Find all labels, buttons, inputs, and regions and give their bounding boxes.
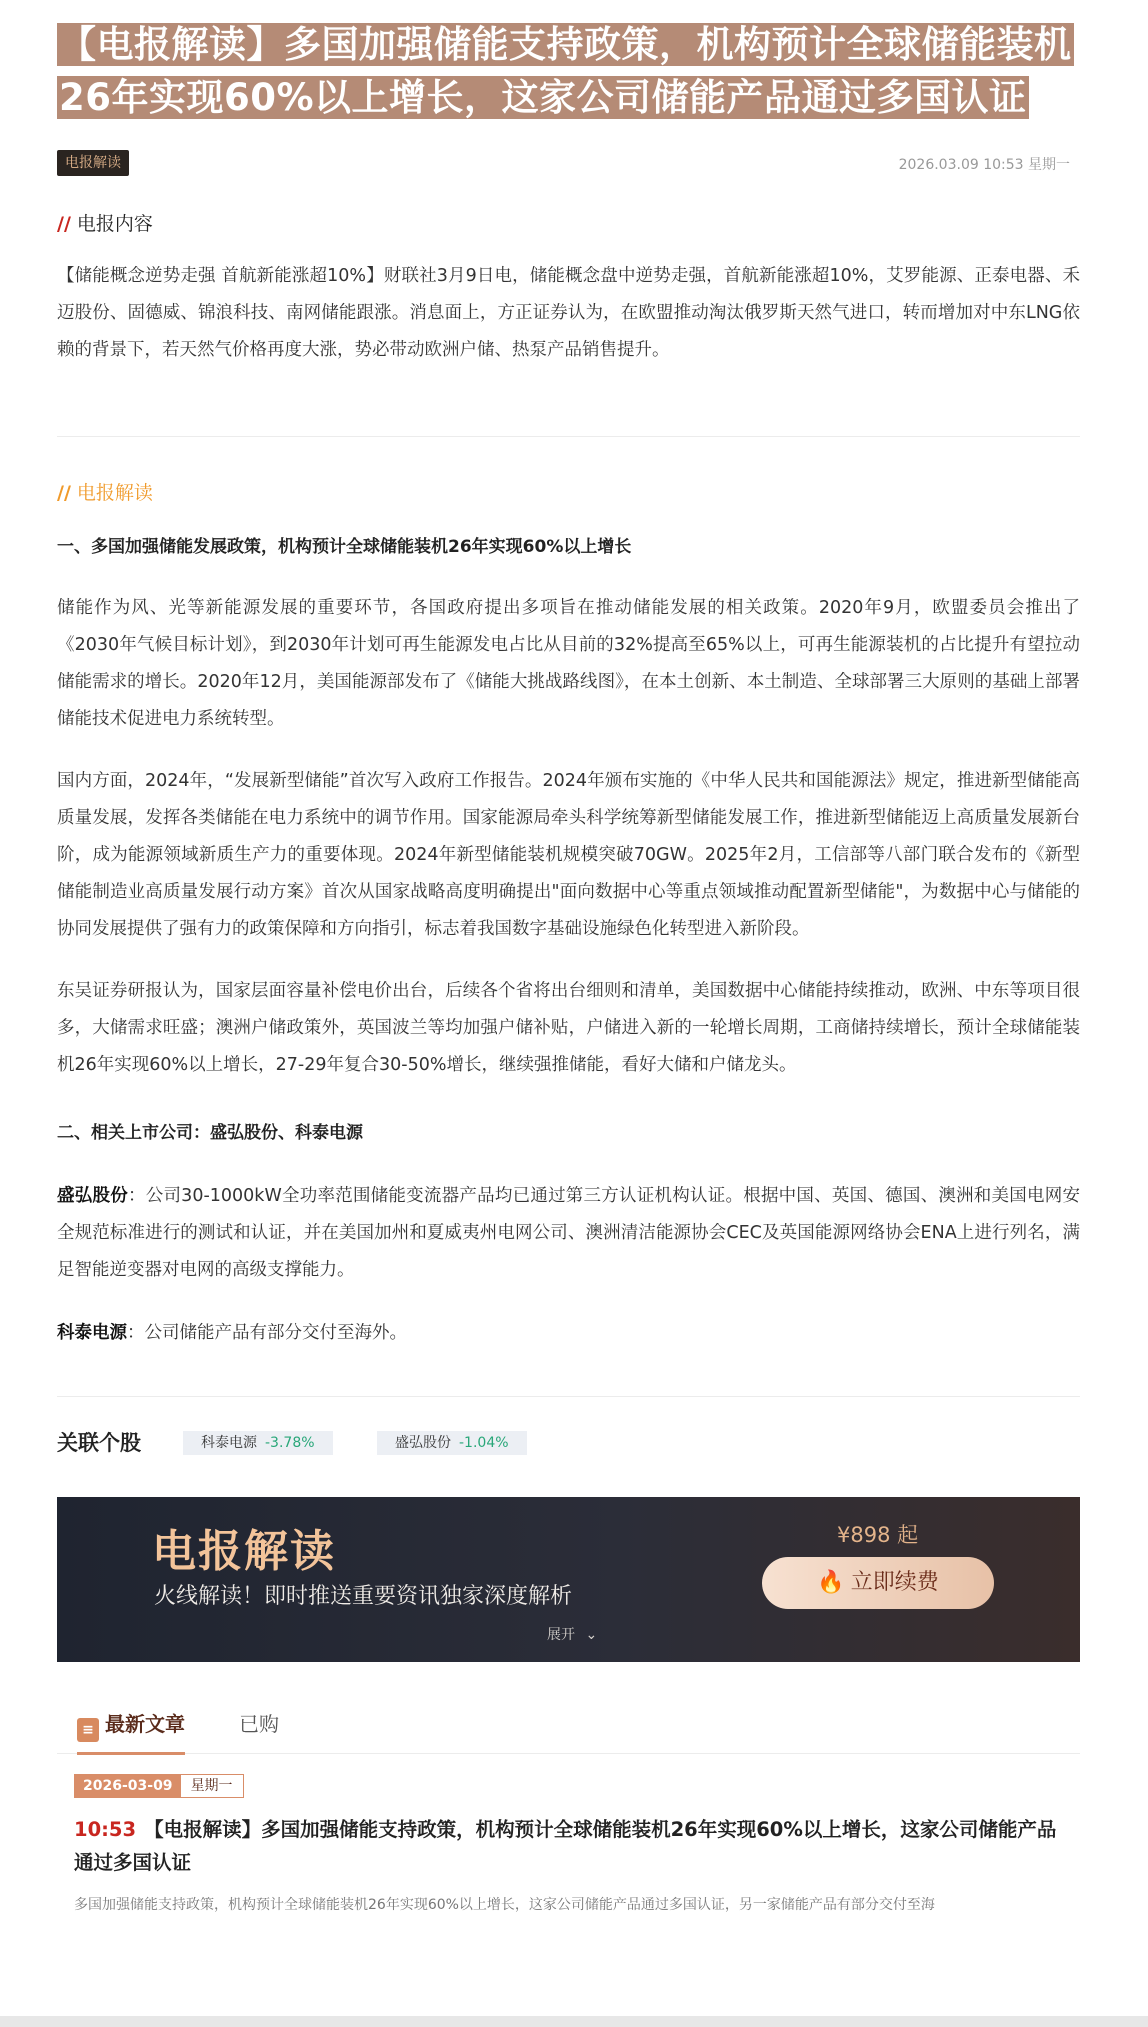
paragraph-policy-domestic: 国内方面，2024年，“发展新型储能”首次写入政府工作报告。2024年颁布实施的《中华人民共和国能源法》规定，推进新型储能高质量发展，发挥各类储能在电力系统中的调节作用。国家能源局牵头科学统筹新型储能发展工作，推进新型储能迈上高质量发展新台阶，成为能源领域新质生产力的重要体现。2024年新型储能装机规模突破70GW。2025年2月，工信部等八部门联合发布的《新型储能制造业高质量发展行动方案》首次从国家战略高度明确提出"面向数据中心等重点领域推动配置新型储能"，为数据中心与储能的协同发展提供了强有力的政策保障和方向指引，标志着我国数字基础设施绿色化转型进入新阶段。 (57, 771, 1080, 939)
stock-chip-shenghong[interactable]: 盛弘股份 -1.04% (377, 1431, 527, 1455)
reading-section-heading: // 电报解读 (57, 482, 153, 504)
article-container (57, 18, 1081, 1913)
date-badge-weekday: 星期一 (190, 1778, 233, 1794)
article-tabs (57, 1684, 1080, 1754)
subheading-companies: 二、相关上市公司：盛弘股份、科泰电源 (57, 1123, 363, 1143)
section-slash-icon: // (57, 213, 71, 235)
company-paragraph-shenghong: 盛弘股份：公司30-1000kW全功率范围储能变流器产品均已通过第三方认证机构认证。根据中国、英国、德国、澳洲和美国电网安全规范标准进行的测试和认证，并在美国加州和夏威夷州电网公司、澳洲清洁能源协会CEC及英国能源网络协会ENA上进行列名，满足智能逆变器对电网的高级支撑能力。 (57, 1186, 1081, 1280)
article-title: 【电报解读】多国加强储能支持政策，机构预计全球储能装机26年实现60%以上增长，这家公司储能产品通过多国认证 (59, 23, 1072, 119)
tab-latest-articles[interactable]: ≡ 最新文章 (77, 1708, 185, 1742)
paragraph-broker-view: 东吴证券研报认为，国家层面容量补偿电价出台，后续各个省将出台细则和清单，美国数据中心储能持续推动，欧洲、中东等项目很多，大储需求旺盛；澳洲户储政策外，英国波兰等均加强户储补贴，户储进入新的一轮增长周期，工商储持续增长，预计全球储能装机26年实现60%以上增长，27-29年复合30-50%增长，继续强推储能，看好大储和户储龙头。 (57, 981, 1080, 1075)
document-icon: ≡ (77, 1718, 99, 1742)
active-tab-underline (77, 1752, 185, 1755)
latest-article-time: 10:53 (74, 1818, 137, 1841)
stock-chip-ketai[interactable]: 科泰电源 -3.78% (183, 1431, 333, 1455)
related-stocks-title: 关联个股 (57, 1431, 141, 1455)
publish-datetime: 2026.03.09 10:53 星期一 (898, 157, 1070, 173)
paragraph-policy-global: 储能作为风、光等新能源发展的重要环节，各国政府提出多项旨在推动储能发展的相关政策。2020年9月，欧盟委员会推出了《2030年气候目标计划》，到2030年计划可再生能源发电占比从目前的32%提高至65%以上，可再生能源装机的占比提升有望拉动储能需求的增长。2020年12月，美国能源部发布了《储能大挑战路线图》，在本土创新、本土制造、全球部署三大原则的基础上部署储能技术促进电力系统转型。 (57, 598, 1080, 729)
bottom-edge-bar (0, 2016, 1148, 2027)
fire-icon: 🔥 (817, 1570, 845, 1595)
subheading-policy: 一、多国加强储能发展政策，机构预计全球储能装机26年实现60%以上增长 (57, 537, 632, 557)
article-meta (57, 150, 1080, 178)
date-badge-date: 2026-03-09 (75, 1775, 181, 1797)
chevron-down-icon: ⌄ (585, 1627, 598, 1643)
telegraph-content-text: 【储能概念逆势走强 首航新能涨超10%】财联社3月9日电，储能概念盘中逆势走强，首航新能涨超10%，艾罗能源、正泰电器、禾迈股份、固德威、锦浪科技、南网储能跟涨。消息面上，方正证券认为，在欧盟推动淘汰俄罗斯天然气进口，转而增加对中东LNG依赖的背景下，若天然气价格再度大涨，势必带动欧洲户储、热泵产品销售提升。 (57, 266, 1080, 360)
company-name-ketai: 科泰电源 (57, 1323, 127, 1343)
banner-title: 电报解读 (152, 1526, 336, 1577)
latest-article-title[interactable]: 10:53 【电报解读】多国加强储能支持政策，机构预计全球储能装机26年实现60%以上增长，这家公司储能产品通过多国认证 (74, 1818, 1057, 1874)
subscription-banner (57, 1497, 1080, 1662)
company-name-shenghong: 盛弘股份 (57, 1186, 128, 1206)
category-tag[interactable]: 电报解读 (57, 150, 129, 176)
content-section-heading: // 电报内容 (57, 213, 153, 235)
latest-article-summary: 多国加强储能支持政策，机构预计全球储能装机26年实现60%以上增长，这家公司储能产品通过多国认证，另一家储能产品有部分交付至海 (74, 1897, 935, 1913)
date-badge (74, 1774, 244, 1798)
company-paragraph-ketai: 科泰电源：公司储能产品有部分交付至海外。 (57, 1323, 407, 1343)
tab-purchased[interactable]: 已购 (239, 1712, 279, 1736)
renew-button[interactable]: 🔥 立即续费 (762, 1557, 994, 1609)
section-divider (57, 1396, 1080, 1397)
section-divider (57, 436, 1080, 437)
related-stocks (57, 1423, 1080, 1459)
banner-expand-toggle[interactable]: 展开 ⌄ (547, 1627, 598, 1643)
banner-subtitle: 火线解读！即时推送重要资讯独家深度解析 (154, 1584, 573, 1609)
section-slash-icon: // (57, 482, 71, 504)
banner-price: ¥898 起 (837, 1523, 919, 1547)
